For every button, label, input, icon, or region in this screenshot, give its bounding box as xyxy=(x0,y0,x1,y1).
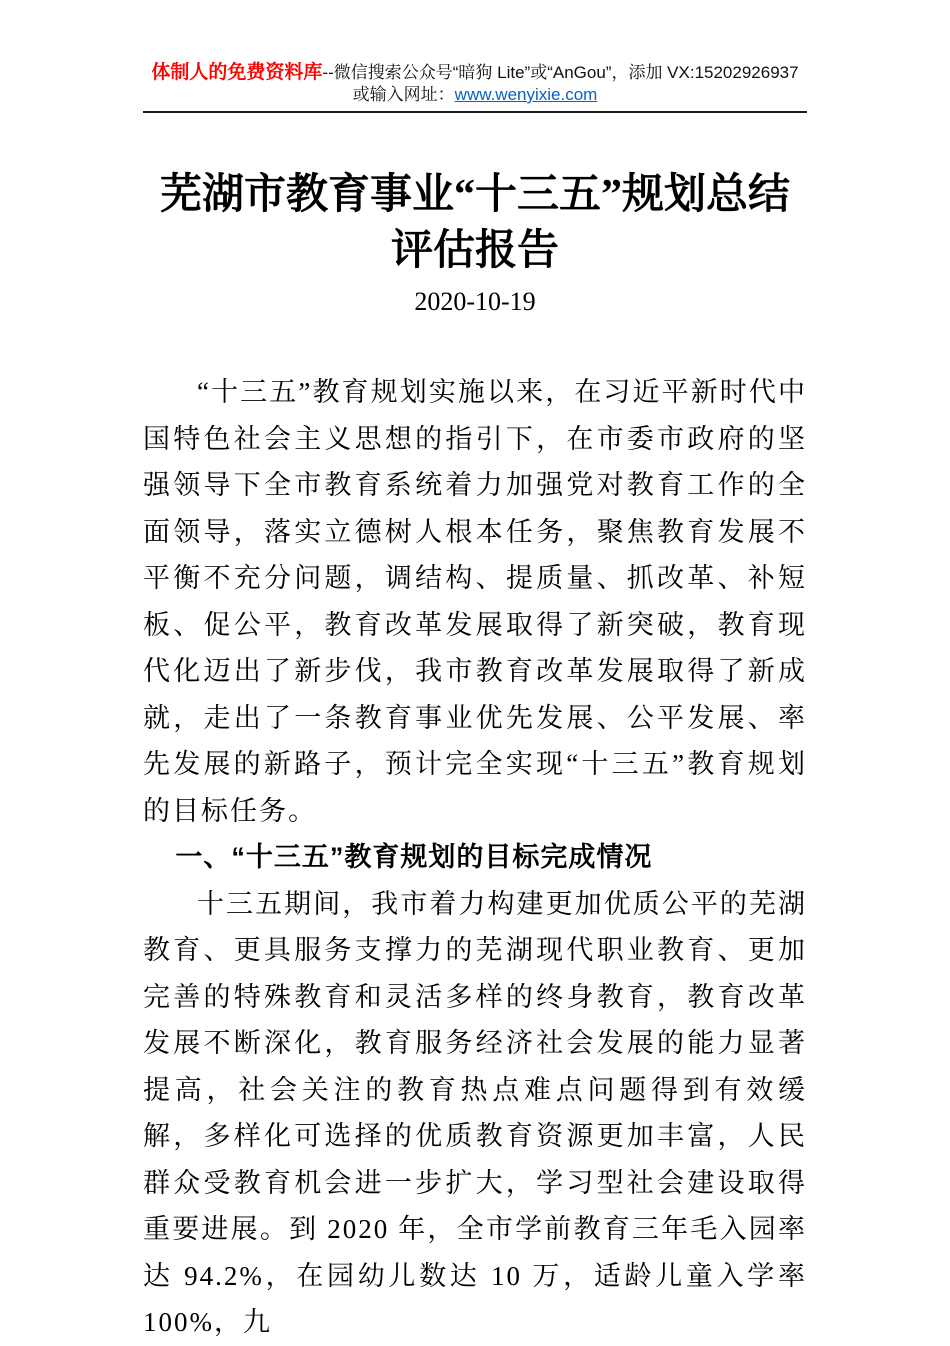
promo-link[interactable]: www.wenyixie.com xyxy=(454,85,598,104)
paragraph-section1: 十三五期间，我市着力构建更加优质公平的芜湖教育、更具服务支撑力的芜湖现代职业教育、更加完善的特殊教育和灵活多样的终身教育，教育改革发展不断深化，教育服务经济社会发展的能力显著提高，社会关注的教育热点难点问题得到有效缓解，多样化可选择的优质教育资源更加丰富，人民群众受教育机会进一步扩大，学习型社会建设取得重要进展。到 2020 年，全市学前教育三年毛入园率达 94.2%，在园幼儿数达 10 万，适龄儿童入学率 100%，九 xyxy=(143,888,807,1337)
document-title: 芜湖市教育事业“十三五”规划总结评估报告 xyxy=(159,172,790,274)
promo-url-prefix: 或输入网址： xyxy=(352,85,455,104)
header-rule xyxy=(143,111,807,113)
paragraph-intro: “十三五”教育规划实施以来，在习近平新时代中国特色社会主义思想的指引下，在市委市政府的坚强领导下全市教育系统着力加强党对教育工作的全面领导，落实立德树人根本任务，聚焦教育发展不平衡不充分问题，调结构、提质量、抓改革、补短板、促公平，教育改革发展取得了新突破，教育现代化迈出了新步伐，我市教育改革发展取得了新成就，走出了一条教育事业优先发展、公平发展、率先发展的新路子，预计完全实现“十三五”教育规划的目标任务。 xyxy=(143,377,807,826)
promo-header xyxy=(143,62,807,113)
promo-brand: 体制人的免费资料库 xyxy=(151,62,323,83)
document-body xyxy=(143,369,807,1346)
document-date: 2020-10-19 xyxy=(414,287,536,316)
promo-line2 xyxy=(143,84,807,106)
promo-line1 xyxy=(143,62,807,84)
promo-contact: --微信搜索公众号“暗狗 Lite”或“AnGou”，添加 VX:15202926937 xyxy=(322,63,799,82)
section-heading-1: 一、“十三五”教育规划的目标完成情况 xyxy=(175,842,653,872)
